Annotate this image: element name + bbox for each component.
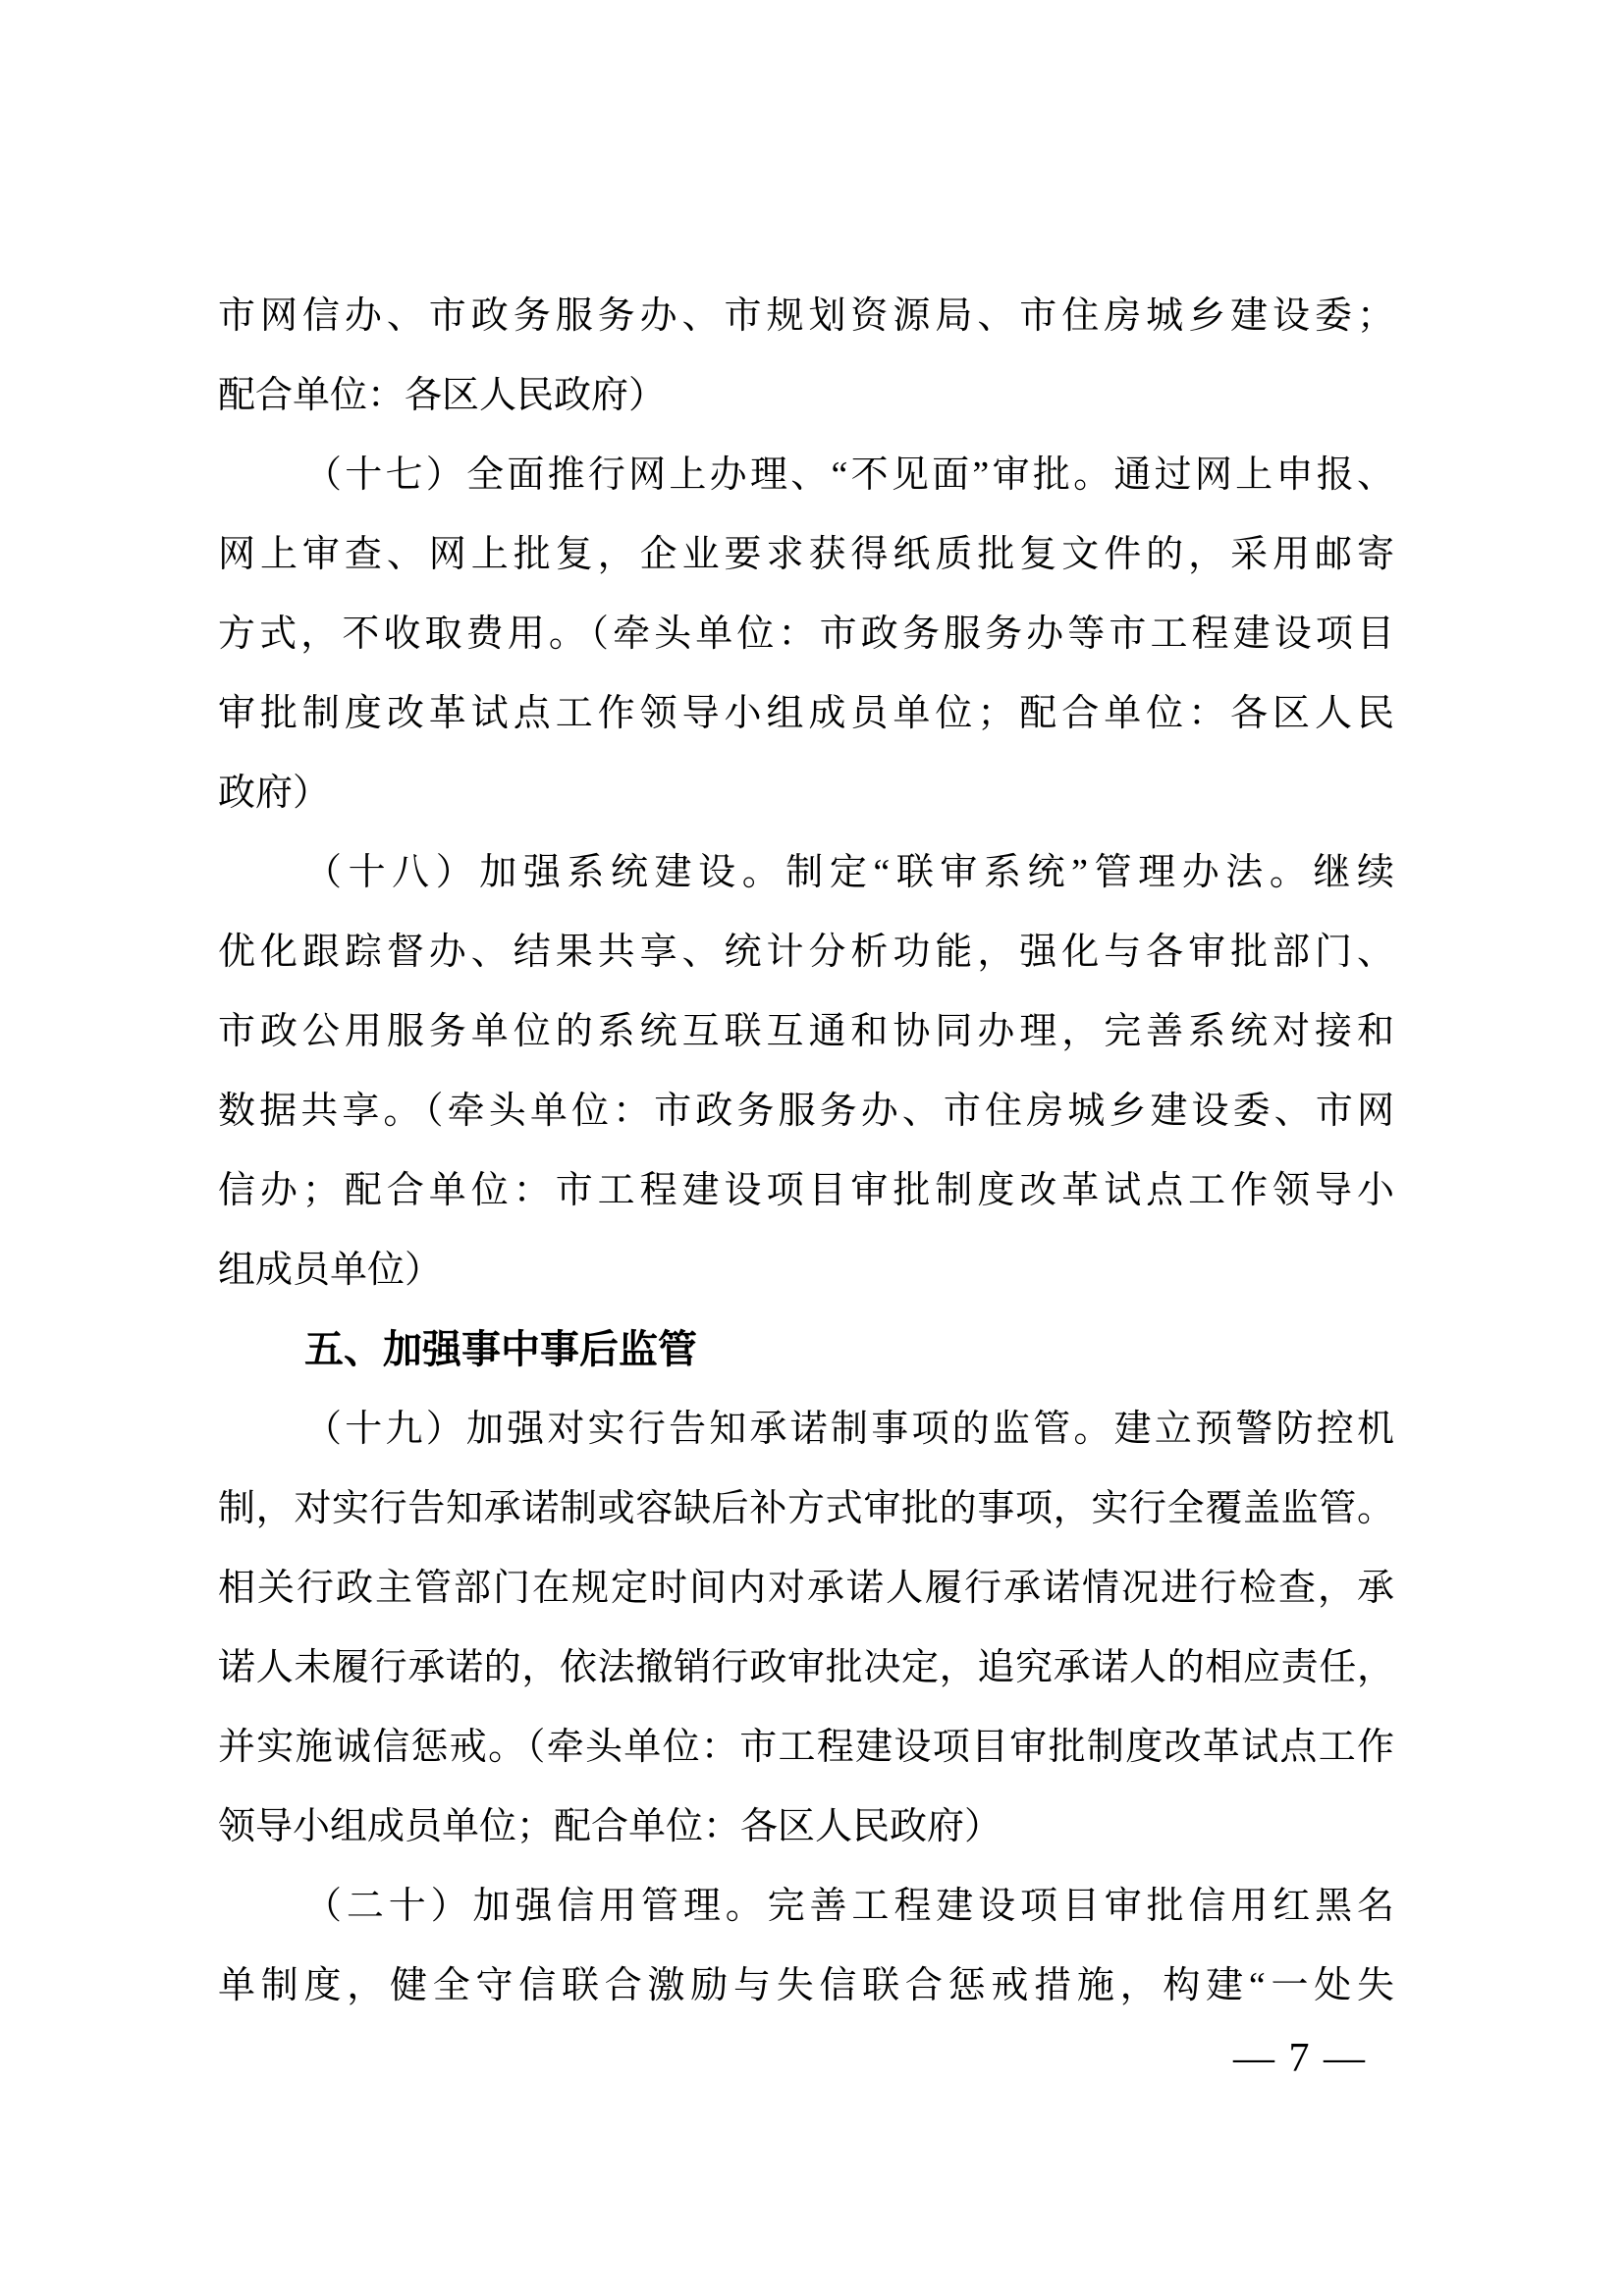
text-line: 信办；配合单位：市工程建设项目审批制度改革试点工作领导小 [218, 1170, 1394, 1211]
text-line: 相关行政主管部门在规定时间内对承诺人履行承诺情况进行检查，承 [218, 1568, 1394, 1609]
text-line: （二十）加强信用管理。完善工程建设项目审批信用红黑名 [304, 1886, 1394, 1927]
text-line: （十七）全面推行网上办理、“不见面”审批。通过网上申报、 [304, 454, 1394, 496]
text-line: 市网信办、市政务服务办、市规划资源局、市住房城乡建设委； [218, 295, 1394, 337]
text-line: 制，对实行告知承诺制或容缺后补方式审批的事项，实行全覆盖监管。 [218, 1488, 1394, 1529]
text-line: （十八）加强系统建设。制定“联审系统”管理办法。继续 [304, 852, 1394, 893]
text-line: 领导小组成员单位；配合单位：各区人民政府） [218, 1806, 1002, 1847]
text-line: （十九）加强对实行告知承诺制事项的监管。建立预警防控机 [304, 1409, 1394, 1450]
text-line: 审批制度改革试点工作领导小组成员单位；配合单位：各区人民 [218, 693, 1394, 734]
text-line: 方式，不收取费用。（牵头单位：市政务服务办等市工程建设项目 [218, 614, 1394, 655]
page-number: — 7 — [1233, 2036, 1367, 2081]
text-line: 网上审查、网上批复，企业要求获得纸质批复文件的，采用邮寄 [218, 534, 1394, 575]
text-line: 并实施诚信惩戒。（牵头单位：市工程建设项目审批制度改革试点工作 [218, 1727, 1394, 1768]
text-line: 市政公用服务单位的系统互联互通和协同办理，完善系统对接和 [218, 1011, 1394, 1052]
document-body [218, 277, 1394, 2026]
text-line: 诺人未履行承诺的，依法撤销行政审批决定，追究承诺人的相应责任， [218, 1647, 1394, 1688]
section-heading: 五、加强事中事后监管 [304, 1328, 697, 1371]
text-line: 优化跟踪督办、结果共享、统计分析功能，强化与各审批部门、 [218, 932, 1394, 973]
text-line: 配合单位：各区人民政府） [218, 375, 667, 416]
text-line: 组成员单位） [218, 1250, 443, 1291]
text-line: 数据共享。（牵头单位：市政务服务办、市住房城乡建设委、市网 [218, 1091, 1394, 1132]
text-line: 政府） [218, 773, 331, 814]
text-line: 单制度，健全守信联合激励与失信联合惩戒措施，构建“一处失 [218, 1965, 1394, 2006]
